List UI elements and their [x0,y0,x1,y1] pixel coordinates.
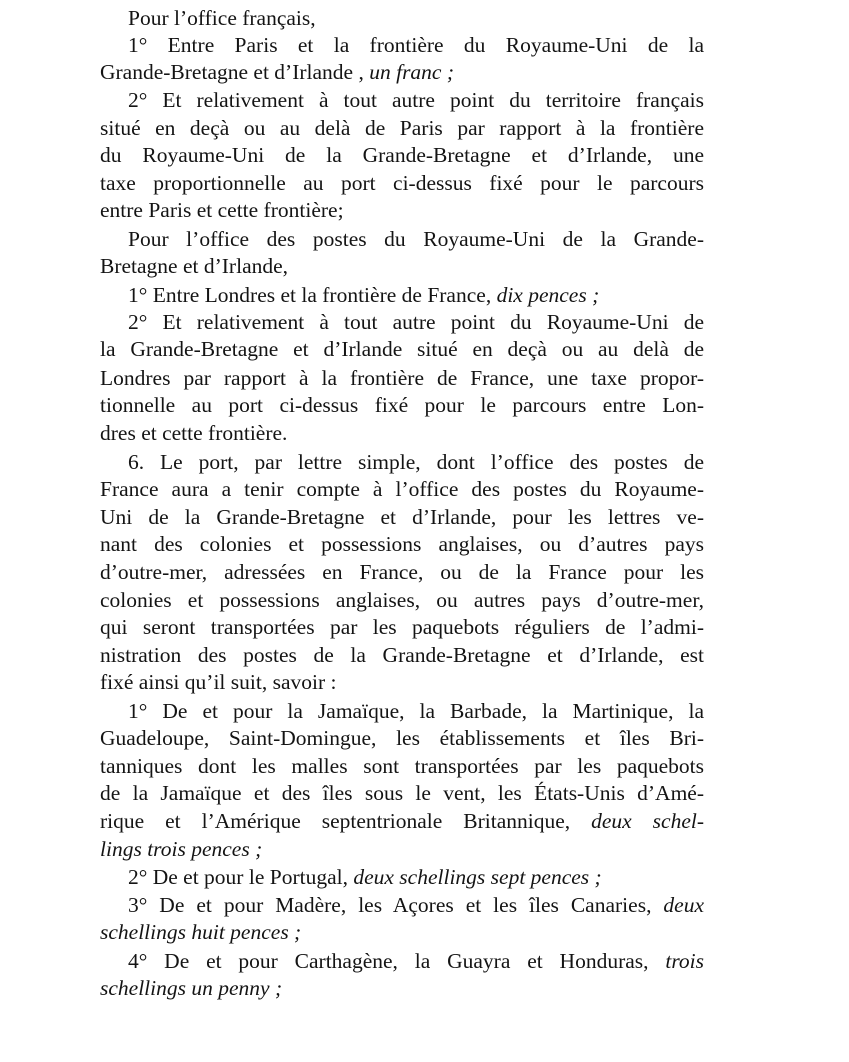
text-line: du Royaume-Uni de la Grande-Bretagne et d’Irlande, une [100,143,704,167]
text-line: nistration des postes de la Grande-Bretagne et d’Irlande, est [100,643,704,667]
text-line: 2° Et relativement à tout autre point du territoire français [128,88,704,112]
text-line: situé en deçà ou au delà de Paris par rapport à la frontière [100,116,704,140]
text-line: 6. Le port, par lettre simple, dont l’office des postes de [128,450,704,474]
text-line: 1° Entre Londres et la frontière de France, dix pences ; [128,283,600,307]
text-line: la Grande-Bretagne et d’Irlande situé en deçà ou au delà de [100,337,704,361]
text-line: Pour l’office des postes du Royaume-Uni de la Grande- [128,227,704,251]
text-line: taxe proportionnelle au port ci-dessus fixé pour le parcours [100,171,704,195]
text-line: schellings huit pences ; [100,920,302,944]
text-line: fixé ainsi qu’il suit, savoir : [100,670,337,694]
text-line: 3° De et pour Madère, les Açores et les îles Canaries, deux [128,893,704,917]
text-line: dres et cette frontière. [100,421,288,445]
text-line: lings trois pences ; [100,837,263,861]
text-line: schellings un penny ; [100,976,283,1000]
text-line: tionnelle au port ci-dessus fixé pour le parcours entre Lon- [100,393,704,417]
text-line: d’outre-mer, adressées en France, ou de la France pour les [100,560,704,584]
text-line: Grande-Bretagne et d’Irlande , un franc ; [100,60,455,84]
text-line: de la Jamaïque et des îles sous le vent, les États-Unis d’Amé- [100,781,704,805]
text-line: Bretagne et d’Irlande, [100,254,289,278]
text-line: qui seront transportées par les paquebots réguliers de l’admi- [100,615,704,639]
text-line: 1° De et pour la Jamaïque, la Barbade, la Martinique, la [128,699,704,723]
text-line: Pour l’office français, [128,6,316,30]
text-line: colonies et possessions anglaises, ou autres pays d’outre-mer, [100,588,704,612]
text-line: Guadeloupe, Saint-Domingue, les établissements et îles Bri- [100,726,704,750]
text-line: Londres par rapport à la frontière de France, une taxe propor- [100,366,704,390]
text-line: 1° Entre Paris et la frontière du Royaume-Uni de la [128,33,704,57]
text-line: entre Paris et cette frontière; [100,198,344,222]
text-line: Uni de la Grande-Bretagne et d’Irlande, pour les lettres ve- [100,505,704,529]
text-line: 2° De et pour le Portugal, deux schellings sept pences ; [128,865,602,889]
text-line: 2° Et relativement à tout autre point du Royaume-Uni de [128,310,704,334]
text-line: rique et l’Amérique septentrionale Britannique, deux schel- [100,809,704,833]
text-line: nant des colonies et possessions anglaises, ou d’autres pays [100,532,704,556]
text-line: France aura a tenir compte à l’office des postes du Royaume- [100,477,704,501]
text-line: 4° De et pour Carthagène, la Guayra et Honduras, trois [128,949,704,973]
text-line: tanniques dont les malles sont transportées par les paquebots [100,754,704,778]
